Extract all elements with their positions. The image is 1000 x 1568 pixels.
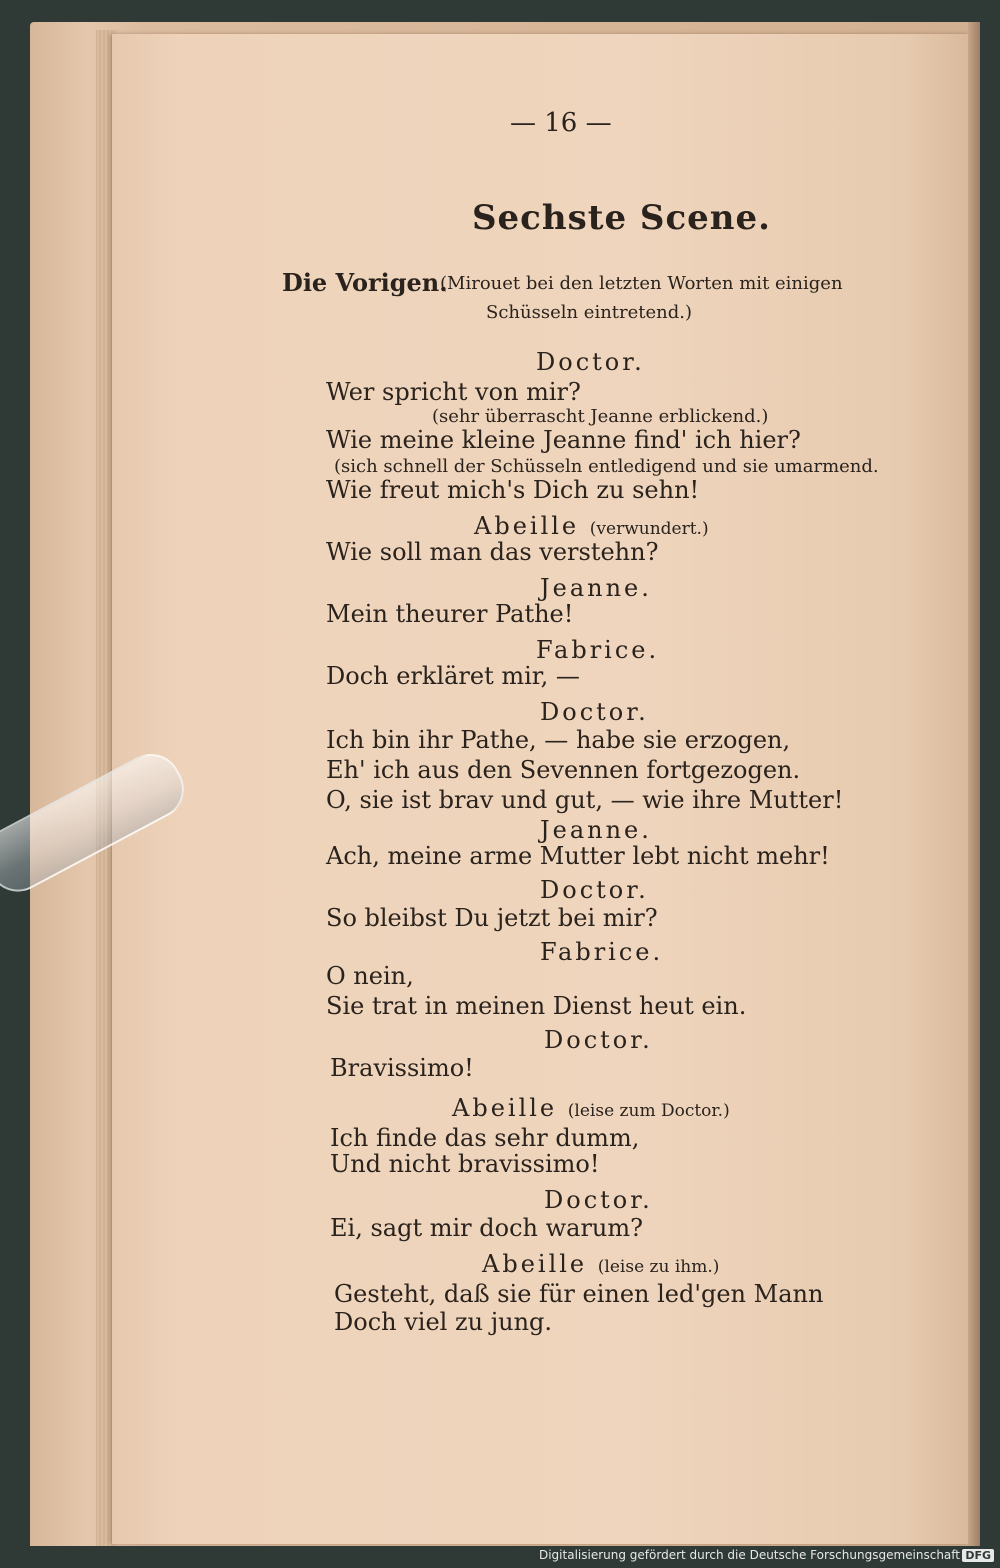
speaker-label: Doctor. (540, 698, 649, 726)
verse-line: Ich finde das sehr dumm, (330, 1124, 640, 1152)
verse-line: Wie freut mich's Dich zu sehn! (326, 476, 700, 504)
verse-line: Bravissimo! (330, 1054, 474, 1082)
speaker-label: Doctor. (540, 876, 649, 904)
scene-title: Sechste Scene. (472, 198, 771, 238)
verse-line: Ach, meine arme Mutter lebt nicht mehr! (326, 842, 830, 870)
speaker-label: Doctor. (544, 1026, 653, 1054)
verse-line: Eh' ich aus den Sevennen fortgezogen. (326, 756, 801, 784)
speaker-name: Abeille (474, 512, 580, 540)
verse-line: Gesteht, daß sie für einen led'gen Mann (334, 1280, 824, 1308)
speaker-note: (verwundert.) (589, 519, 709, 539)
verse-line: Wer spricht von mir? (326, 378, 581, 406)
stage-direction: (Mirouet bei den letzten Worten mit einigen (440, 273, 843, 294)
verse-line: Mein theurer Pathe! (326, 600, 574, 628)
verse-line: O nein, (326, 962, 414, 990)
speaker-name: Abeille (452, 1094, 558, 1122)
dfg-logo: DFG (962, 1549, 994, 1562)
verse-line: Wie meine kleine Jeanne find' ich hier? (326, 426, 801, 454)
speaker-label (474, 512, 709, 540)
verse-line: Wie soll man das verstehn? (326, 538, 659, 566)
speaker-label: Jeanne. (540, 816, 652, 844)
verse-line: Ei, sagt mir doch warum? (330, 1214, 643, 1242)
speaker-label: Doctor. (544, 1186, 653, 1214)
speaker-note: (leise zu ihm.) (597, 1257, 720, 1277)
speaker-label: Fabrice. (540, 938, 664, 966)
verse-line: Doch viel zu jung. (334, 1308, 553, 1336)
cast-name: Die Vorigen. (282, 268, 448, 297)
verse-line: Doch erkläret mir, — (326, 662, 580, 690)
verse-line: Ich bin ihr Pathe, — habe sie erzogen, (326, 726, 791, 754)
speaker-note: (leise zum Doctor.) (567, 1101, 730, 1121)
speaker-label (482, 1250, 719, 1278)
footer-credit: Digitalisierung gefördert durch die Deutsche Forschungsgemeinschaft (538, 1548, 960, 1562)
stage-direction: Schüsseln eintretend.) (486, 302, 693, 323)
verse-line: Sie trat in meinen Dienst heut ein. (326, 992, 747, 1020)
speaker-name: Abeille (482, 1250, 588, 1278)
speaker-label: Doctor. (536, 348, 645, 376)
stage-direction: (sich schnell der Schüsseln entledigend und sie umarmend. (334, 456, 879, 477)
speaker-label: Fabrice. (536, 636, 660, 664)
verse-line: Und nicht bravissimo! (330, 1150, 600, 1178)
page-number: — 16 — (510, 108, 612, 138)
stage-direction: (sehr überrascht Jeanne erblickend.) (432, 406, 769, 427)
book-right-edge (968, 22, 980, 1552)
verse-line: O, sie ist brav und gut, — wie ihre Mutter! (326, 786, 844, 814)
speaker-label (452, 1094, 730, 1122)
verse-line: So bleibst Du jetzt bei mir? (326, 904, 658, 932)
speaker-label: Jeanne. (540, 574, 652, 602)
